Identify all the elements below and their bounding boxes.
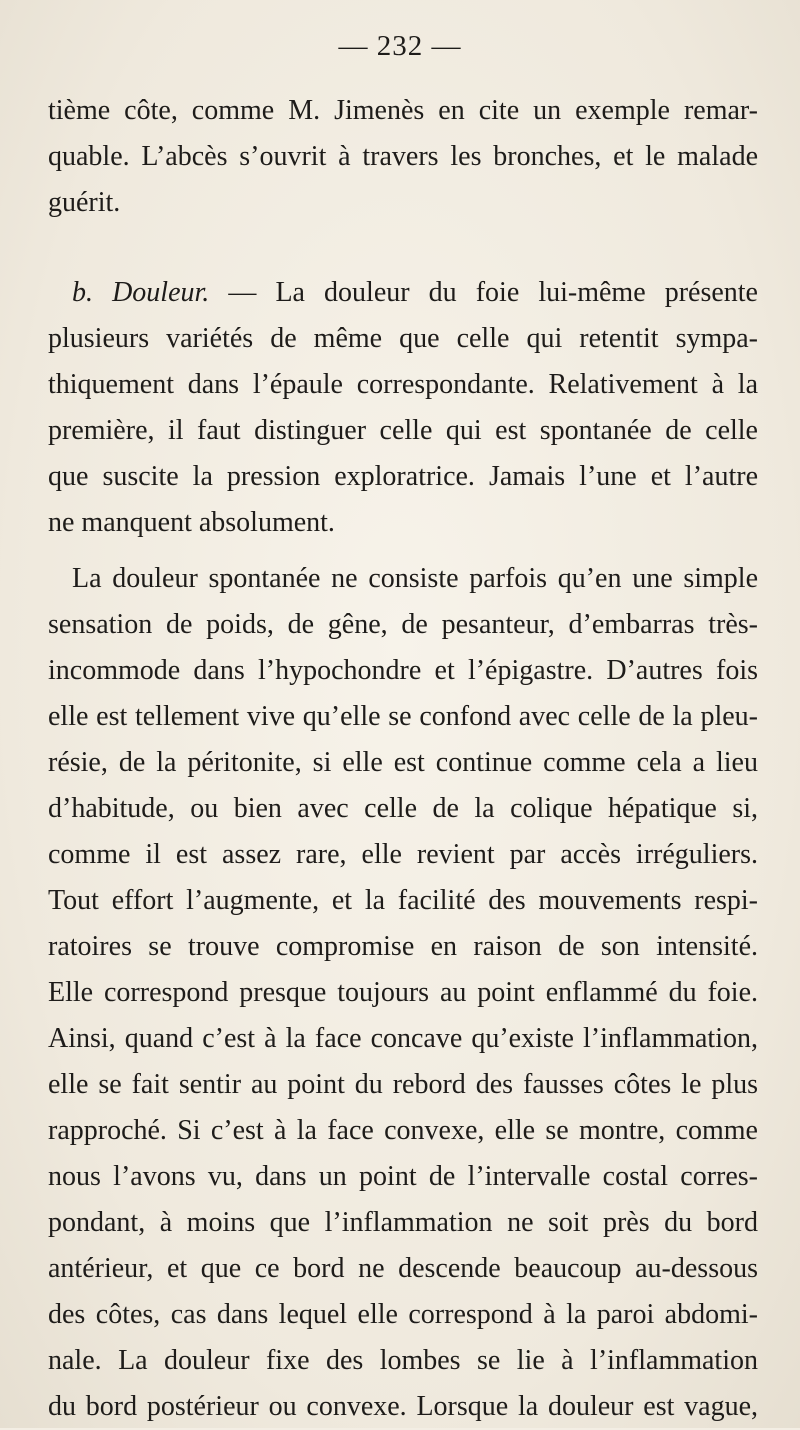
text-line: Tout effort l’augmente, et la facilité des mouvements respi- (48, 885, 758, 916)
heading-dash: — (209, 277, 276, 308)
text-line: elle se fait sentir au point du rebord des fausses côtes le plus (48, 1069, 758, 1100)
text-line: La douleur spontanée ne consiste parfois qu’en une simple (72, 563, 758, 594)
text-line: d’habitude, ou bien avec celle de la colique hépatique si, (48, 793, 758, 824)
section-heading: b. Douleur. (72, 277, 210, 308)
body-text (48, 88, 758, 1430)
section-heading-line (48, 270, 758, 316)
text-line: des côtes, cas dans lequel elle correspond à la paroi abdomi- (48, 1299, 758, 1330)
text-line: tième côte, comme M. Jimenès en cite un exemple remar- (48, 95, 758, 126)
page-number: — 232 — (338, 30, 462, 62)
text-line: plusieurs variétés de même que celle qui retentit sympa- (48, 323, 758, 354)
text-line: première, il faut distinguer celle qui est spontanée de celle (48, 415, 758, 446)
text-line: incommode dans l’hypochondre et l’épigastre. D’autres fois (48, 655, 758, 686)
text-line: La douleur du foie lui-même présente (275, 277, 758, 308)
text-line: antérieur, et que ce bord ne descende beaucoup au-dessous (48, 1253, 758, 1284)
text-line: nous l’avons vu, dans un point de l’intervalle costal corres- (48, 1161, 758, 1192)
text-line: résie, de la péritonite, si elle est continue comme cela a lieu (48, 747, 758, 778)
text-line: pondant, à moins que l’inflammation ne soit près du bord (48, 1207, 758, 1238)
text-line: rapproché. Si c’est à la face convexe, elle se montre, comme (48, 1115, 758, 1146)
text-line: du bord postérieur ou convexe. Lorsque la douleur est vague, (48, 1391, 758, 1422)
text-line: elle est tellement vive qu’elle se confond avec celle de la pleu- (48, 701, 758, 732)
text-line: quable. L’abcès s’ouvrit à travers les bronches, et le malade (48, 141, 758, 172)
text-line: guérit. (48, 187, 121, 218)
text-line: nale. La douleur fixe des lombes se lie à l’inflammation (48, 1345, 758, 1376)
text-line: ne manquent absolument. (48, 507, 335, 538)
text-line: Ainsi, quand c’est à la face concave qu’existe l’inflammation, (48, 1023, 758, 1054)
text-line: que suscite la pression exploratrice. Jamais l’une et l’autre (48, 461, 758, 492)
text-line: comme il est assez rare, elle revient par accès irréguliers. (48, 839, 758, 870)
text-line: thiquement dans l’épaule correspondante. Relativement à la (48, 369, 758, 400)
text-line: ratoires se trouve compromise en raison de son intensité. (48, 931, 758, 962)
text-line: Elle correspond presque toujours au point enflammé du foie. (48, 977, 758, 1008)
text-line: sensation de poids, de gêne, de pesanteur, d’embarras très- (48, 609, 758, 640)
